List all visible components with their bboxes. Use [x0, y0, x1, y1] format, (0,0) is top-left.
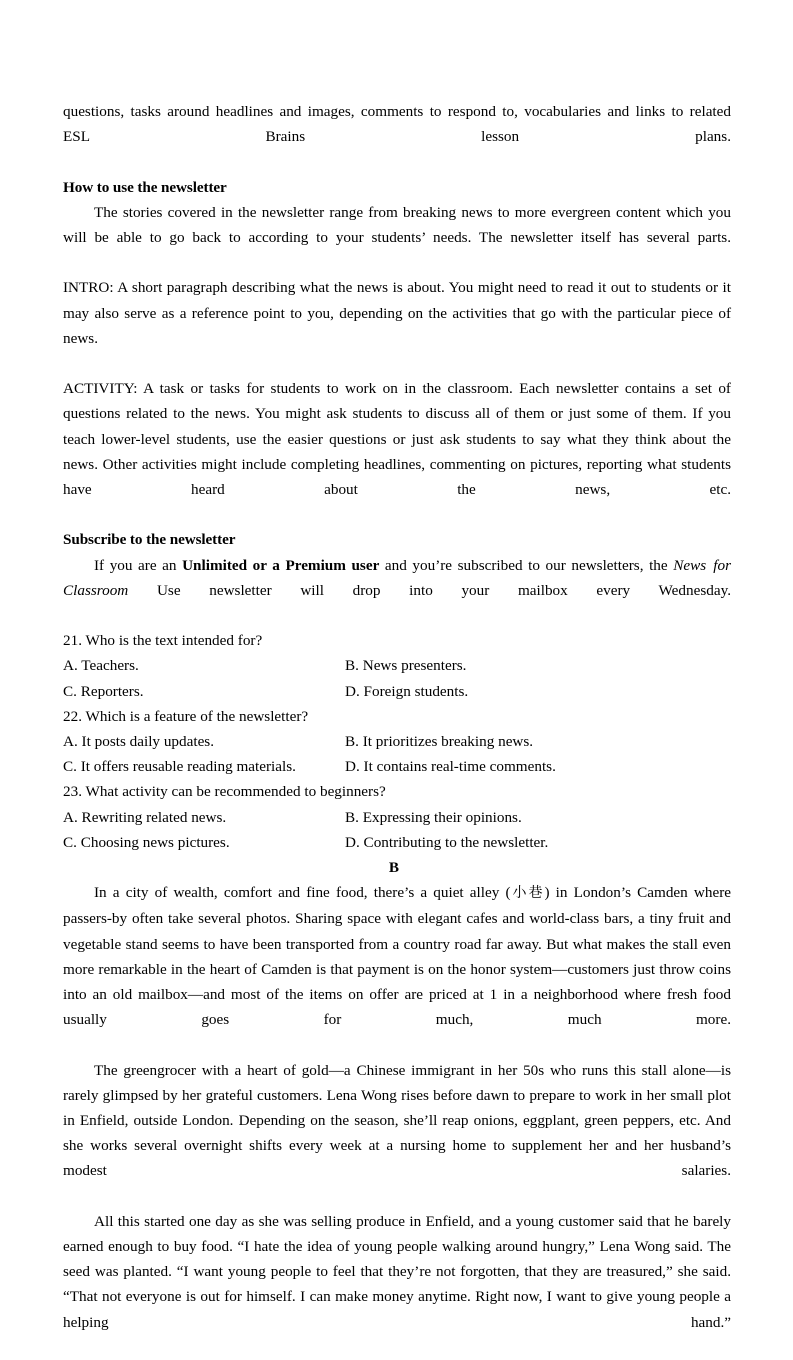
option-22-a[interactable]: A. It posts daily updates.	[63, 733, 215, 751]
paragraph-b-1-part1: In a city of wealth, comfort and fine food, there’s a quiet alley (	[94, 884, 511, 902]
option-row	[63, 830, 731, 855]
subscribe-text-part2: and you’re subscribed to our newsletters, the	[379, 556, 674, 574]
text-flow	[63, 99, 731, 1360]
heading-how-to-use: How to use the newsletter	[63, 178, 227, 196]
paragraph-b-1-part2: ) in London’s Camden where passers-by often take several photos. Sharing space with elegant cafes and world-class bars, a tiny fruit and vegetable stand seems to have been transported from a country road far away. But what makes the stall even more remarkable in the heart of Camden is that payment is on the honor system—customers just throw coins into an old mailbox—and most of the items on offer are priced at 1 in a neighborhood where fresh food usually goes for much, much more.	[63, 884, 732, 1029]
paragraph-subscribe	[63, 553, 731, 629]
option-22-d[interactable]: D. It contains real-time comments.	[345, 758, 556, 776]
option-23-b[interactable]: B. Expressing their opinions.	[345, 808, 522, 826]
paragraph-intro-part: INTRO: A short paragraph describing what the news is about. You might need to read it out to students or it may also serve as a reference point to you, depending on the activities that go with the particular piece of news.	[63, 279, 731, 347]
option-21-d[interactable]: D. Foreign students.	[345, 682, 469, 700]
subscribe-italic-run: News for Classroom	[63, 556, 732, 599]
paragraph-b-3: All this started one day as she was selling produce in Enfield, and a young customer said that he barely earned enough to buy food. “I hate the idea of young people walking around hungry,” Lena Wong said. The seed was planted. “I want young people to feel that they’re not forgotten, that they are treasured,” she said. “That not everyone is out for himself. I can make money anytime. Right now, I want to give young people a helping hand.”	[63, 1212, 731, 1331]
question-stem-21: 21. Who is the text intended for?	[63, 632, 263, 650]
subscribe-text-part3: Use newsletter will drop into your mailbox every Wednesday.	[128, 581, 731, 599]
option-row	[63, 805, 731, 830]
question-stem-22: 22. Which is a feature of the newsletter?	[63, 707, 309, 725]
question-stem-23: 23. What activity can be recommended to beginners?	[63, 783, 386, 801]
paragraph-b-1-cjk-gloss: 小巷	[510, 885, 545, 902]
paragraph-activity-part: ACTIVITY: A task or tasks for students to work on in the classroom. Each newsletter contains a set of questions related to the news. You might ask students to discuss all of them or just some of them. If you teach lower-level students, use the easier questions or just ask students to say what they think about the news. Other activities might include completing headlines, commenting on pictures, reporting what students have heard about the news, etc.	[63, 380, 731, 499]
option-21-c[interactable]: C. Reporters.	[63, 682, 144, 700]
option-row	[63, 754, 731, 779]
option-21-b[interactable]: B. News presenters.	[345, 657, 467, 675]
paragraph-b-2: The greengrocer with a heart of gold—a Chinese immigrant in her 50s who runs this stall alone—is rarely glimpsed by her grateful customers. Lena Wong rises before dawn to prepare to work in her small plot in Enfield, outside London. Depending on the season, she’ll reap onions, eggplant, green peppers, etc. And she works several overnight shifts every week at a nursing home to supplement her and her husband’s modest salaries.	[63, 1061, 731, 1180]
paragraph-intro-continued: questions, tasks around headlines and images, comments to respond to, vocabularies and links to related ESL Brains lesson plans.	[63, 103, 731, 146]
subscribe-text-part1: If you are an	[94, 556, 183, 574]
paragraph-b-1	[63, 880, 731, 1057]
option-23-c[interactable]: C. Choosing news pictures.	[63, 833, 230, 851]
section-heading-b: B	[388, 859, 400, 876]
option-22-c[interactable]: C. It offers reusable reading materials.	[63, 758, 296, 776]
option-22-b[interactable]: B. It prioritizes breaking news.	[345, 733, 534, 751]
subscribe-bold-run: Unlimited or a Premium user	[182, 556, 380, 574]
option-row	[63, 729, 731, 754]
option-row	[63, 653, 731, 678]
heading-subscribe: Subscribe to the newsletter	[63, 531, 236, 549]
option-23-d[interactable]: D. Contributing to the newsletter.	[345, 833, 549, 851]
option-row	[63, 679, 731, 704]
option-21-a[interactable]: A. Teachers.	[63, 657, 139, 675]
paragraph-stories-covered: The stories covered in the newsletter range from breaking news to more evergreen content which you will be able to go back to according to your students’ needs. The newsletter itself has several parts.	[63, 203, 731, 247]
option-23-a[interactable]: A. Rewriting related news.	[63, 808, 227, 826]
